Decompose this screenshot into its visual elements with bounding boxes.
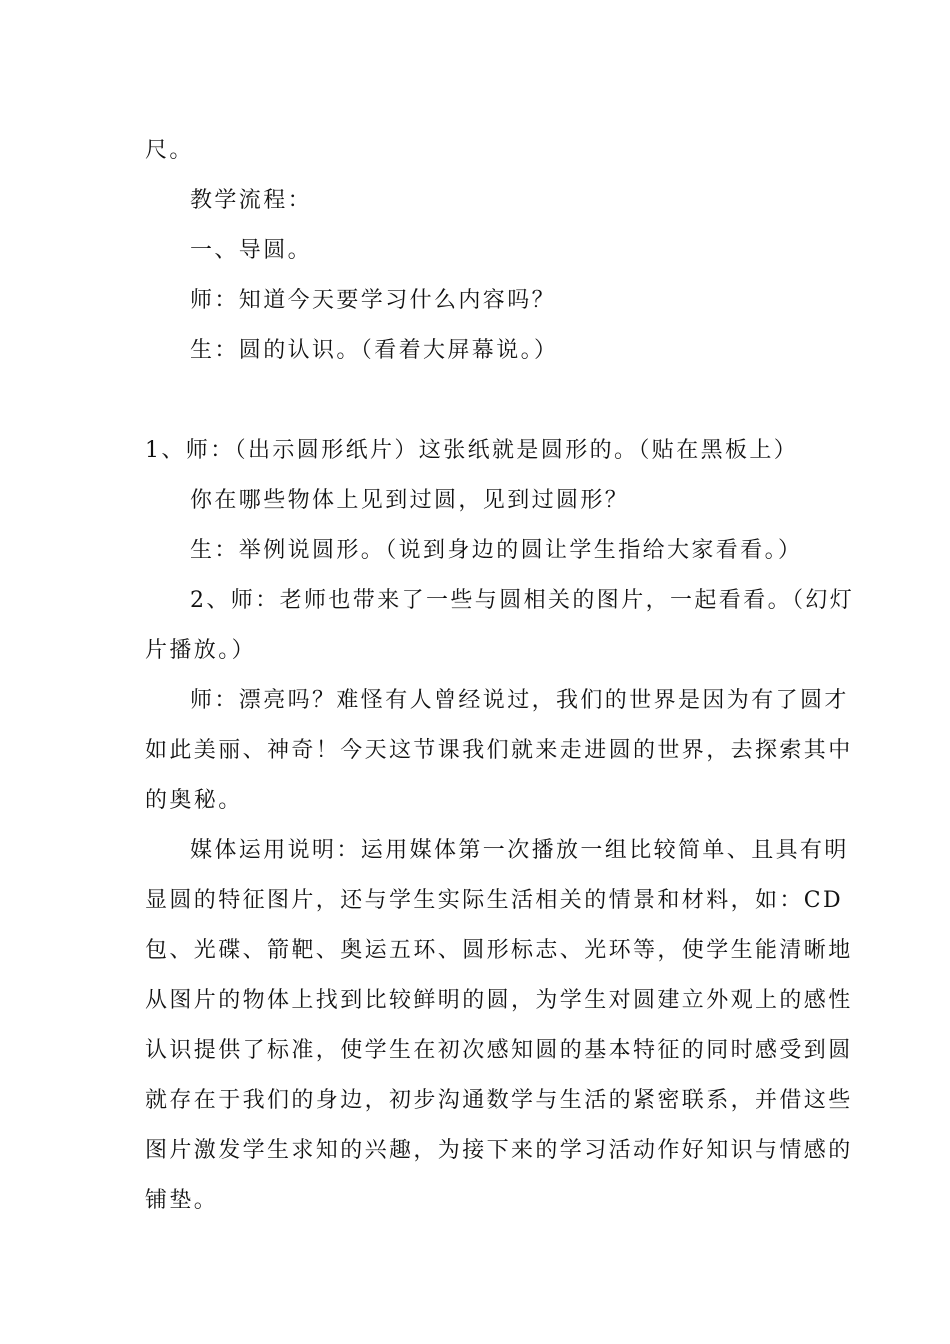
teaching-process-heading: 教学流程： xyxy=(190,188,313,213)
media-note-line-8: 铺垫。 xyxy=(145,1188,219,1213)
media-note-line-5: 认识提供了标准，使学生在初次感知圆的基本特征的同时感受到圆 xyxy=(145,1038,853,1063)
media-note-line-6: 就存在于我们的身边，初步沟通数学与生活的紧密联系，并借这些 xyxy=(145,1088,853,1113)
teacher-paragraph-line-3: 的奥秘。 xyxy=(145,788,243,813)
media-note-line-7: 图片激发学生求知的兴趣，为接下来的学习活动作好知识与情感的 xyxy=(145,1138,853,1163)
teacher-paragraph-line-2: 如此美丽、神奇！今天这节课我们就来走进圆的世界，去探索其中 xyxy=(145,738,853,763)
teacher-paragraph-line-1: 师：漂亮吗？难怪有人曾经说过，我们的世界是因为有了圆才 xyxy=(190,688,849,713)
media-note-line-2: 显圆的特征图片，还与学生实际生活相关的情景和材料，如：CD xyxy=(145,888,844,913)
step-1-student: 生：举例说圆形。（说到身边的圆让学生指给大家看看。） xyxy=(190,538,803,563)
step-1-question: 你在哪些物体上见到过圆，见到过圆形？ xyxy=(190,488,630,513)
dialogue-teacher-question: 师：知道今天要学习什么内容吗？ xyxy=(190,288,557,313)
dialogue-student-answer: 生：圆的认识。（看着大屏幕说。） xyxy=(190,338,559,363)
step-2-teacher: 2、师：老师也带来了一些与圆相关的图片，一起看看。（幻灯 xyxy=(190,588,855,613)
media-note-line-3: 包、光碟、箭靶、奥运五环、圆形标志、光环等，使学生能清晰地 xyxy=(145,938,853,963)
section-heading-intro: 一、导圆。 xyxy=(190,238,313,263)
media-note-line-1: 媒体运用说明：运用媒体第一次播放一组比较简单、且具有明 xyxy=(190,838,849,863)
step-2-continuation: 片播放。） xyxy=(145,638,257,663)
media-note-line-4: 从图片的物体上找到比较鲜明的圆，为学生对圆建立外观上的感性 xyxy=(145,988,853,1013)
step-1-teacher: 1、师：（出示圆形纸片）这张纸就是圆形的。（贴在黑板上） xyxy=(145,438,799,463)
text-line-continuation: 尺。 xyxy=(145,138,194,163)
